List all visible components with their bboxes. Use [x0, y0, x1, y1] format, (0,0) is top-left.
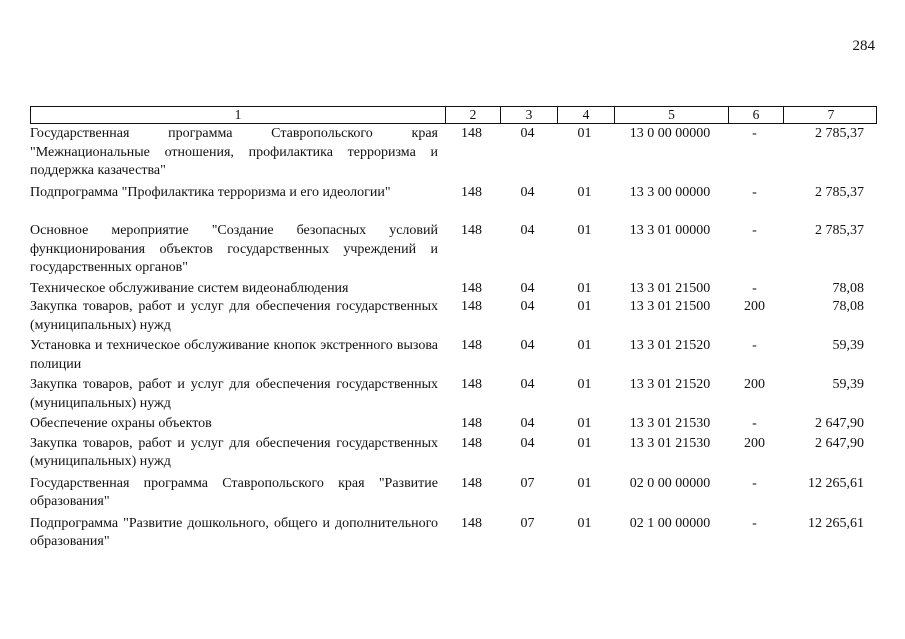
row-code-4: 01 — [577, 475, 592, 491]
row-code-4: 01 — [577, 416, 592, 431]
row-code-2: 148 — [461, 416, 482, 431]
row-code-3: 04 — [520, 416, 535, 431]
row-code-4: 01 — [577, 515, 592, 531]
row-code-6: - — [752, 475, 757, 491]
row-code-5: 13 3 01 21500 — [629, 280, 711, 296]
row-code-5: 13 3 01 00000 — [629, 223, 711, 238]
header-col-4: 4 — [557, 107, 614, 123]
row-code-5: 02 1 00 00000 — [629, 515, 711, 531]
row-code-2: 148 — [461, 435, 482, 451]
table-row — [30, 125, 877, 181]
row-code-4: 01 — [577, 280, 592, 296]
row-code-3: 04 — [520, 184, 535, 200]
row-code-6: 200 — [744, 435, 765, 451]
row-code-5: 13 0 00 00000 — [629, 126, 711, 141]
row-code-2: 148 — [461, 280, 482, 296]
table-row — [30, 475, 877, 512]
row-name: Основное мероприятие "Создание безопасных условий функционирования объектов государственных учреждений и государственных органов" — [30, 223, 438, 275]
row-name: Обеспечение охраны объектов — [30, 416, 212, 431]
table-row — [30, 415, 877, 434]
row-amount: 59,39 — [832, 338, 864, 353]
row-code-2: 148 — [461, 223, 482, 238]
row-code-6: 200 — [744, 377, 765, 392]
row-amount: 2 785,37 — [815, 223, 864, 238]
table-row — [30, 280, 877, 299]
row-name: Техническое обслуживание систем видеонаблюдения — [30, 280, 349, 296]
row-name: Закупка товаров, работ и услуг для обеспечения государственных (муниципальных) нужд — [30, 299, 438, 333]
header-col-1: 1 — [234, 107, 242, 122]
table-row — [30, 435, 877, 472]
row-code-6: - — [752, 184, 757, 200]
row-code-4: 01 — [577, 299, 592, 314]
row-code-2: 148 — [461, 299, 482, 314]
row-amount: 12 265,61 — [808, 515, 864, 531]
row-name: Подпрограмма "Развитие дошкольного, общего и дополнительного образования" — [30, 515, 438, 549]
row-name: Закупка товаров, работ и услуг для обеспечения государственных (муниципальных) нужд — [30, 435, 438, 469]
header-col-7: 7 — [783, 107, 878, 123]
table-row — [30, 376, 877, 413]
row-name: Государственная программа Ставропольского края "Межнациональные отношения, профилактика терроризма и поддержка казачества" — [30, 126, 438, 178]
budget-table — [30, 106, 877, 552]
row-name: Закупка товаров, работ и услуг для обеспечения государственных (муниципальных) нужд — [30, 377, 438, 411]
table-row — [30, 298, 877, 335]
table-row — [30, 222, 877, 278]
row-code-5: 13 3 00 00000 — [629, 184, 711, 200]
row-code-4: 01 — [577, 223, 592, 238]
row-name: Государственная программа Ставропольского края "Развитие образования" — [30, 475, 438, 509]
header-col-2: 2 — [445, 107, 500, 123]
row-code-2: 148 — [461, 475, 482, 491]
table-header — [30, 106, 877, 124]
header-col-6: 6 — [728, 107, 783, 123]
row-name: Подпрограмма "Профилактика терроризма и его идеологии" — [30, 184, 391, 200]
row-code-5: 02 0 00 00000 — [629, 475, 711, 491]
table-row — [30, 515, 877, 552]
row-code-4: 01 — [577, 377, 592, 392]
row-code-2: 148 — [461, 184, 482, 200]
row-amount: 12 265,61 — [808, 475, 864, 491]
row-amount: 2 785,37 — [815, 126, 864, 141]
row-code-4: 01 — [577, 184, 592, 200]
row-amount: 59,39 — [832, 377, 864, 392]
row-code-3: 04 — [520, 435, 535, 451]
row-code-3: 04 — [520, 299, 535, 314]
row-amount: 2 647,90 — [815, 416, 864, 431]
row-code-6: - — [752, 515, 757, 531]
row-code-5: 13 3 01 21520 — [629, 338, 711, 353]
row-code-2: 148 — [461, 338, 482, 353]
row-code-6: - — [752, 416, 757, 431]
row-amount: 78,08 — [832, 280, 864, 296]
row-code-5: 13 3 01 21520 — [629, 377, 711, 392]
row-code-2: 148 — [461, 126, 482, 141]
row-amount: 78,08 — [832, 299, 864, 314]
row-amount: 2 647,90 — [815, 435, 864, 451]
row-code-4: 01 — [577, 338, 592, 353]
header-col-3: 3 — [500, 107, 557, 123]
page-number: 284 — [852, 38, 875, 54]
row-code-5: 13 3 01 21500 — [629, 299, 711, 314]
row-code-6: - — [752, 280, 757, 296]
row-code-3: 04 — [520, 126, 535, 141]
row-code-6: 200 — [744, 299, 765, 314]
row-code-3: 04 — [520, 377, 535, 392]
row-code-3: 04 — [520, 280, 535, 296]
row-code-4: 01 — [577, 126, 592, 141]
header-col-5: 5 — [614, 107, 728, 123]
row-code-3: 04 — [520, 338, 535, 353]
table-row — [30, 184, 877, 203]
row-code-2: 148 — [461, 515, 482, 531]
row-code-6: - — [752, 223, 757, 238]
row-code-3: 07 — [520, 475, 535, 491]
row-code-4: 01 — [577, 435, 592, 451]
row-code-5: 13 3 01 21530 — [629, 416, 711, 431]
row-code-5: 13 3 01 21530 — [629, 435, 711, 451]
table-row — [30, 337, 877, 374]
row-amount: 2 785,37 — [815, 184, 864, 200]
row-code-3: 07 — [520, 515, 535, 531]
row-code-2: 148 — [461, 377, 482, 392]
row-code-6: - — [752, 126, 757, 141]
row-name: Установка и техническое обслуживание кнопок экстренного вызова полиции — [30, 338, 438, 372]
row-code-3: 04 — [520, 223, 535, 238]
row-code-6: - — [752, 338, 757, 353]
